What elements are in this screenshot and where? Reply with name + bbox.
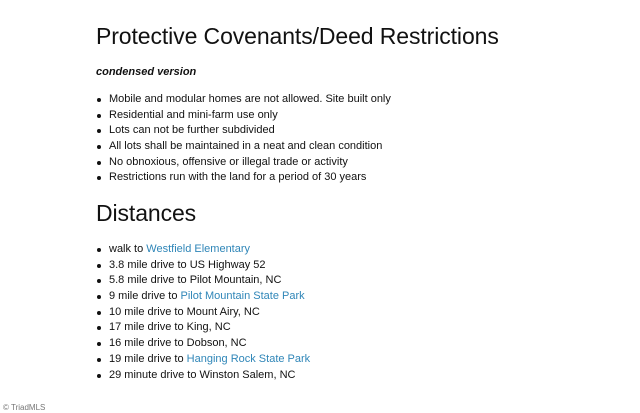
list-item: Restrictions run with the land for a period of 30 years [96, 170, 391, 186]
distance-text: 16 mile drive to Dobson, NC [109, 337, 247, 350]
distance-text: 19 mile drive to [109, 352, 187, 365]
distance-text: 10 mile drive to Mount Airy, NC [109, 305, 260, 318]
list-item [96, 368, 310, 384]
covenants-heading: Protective Covenants/Deed Restrictions [96, 23, 499, 49]
pilot-mountain-state-park-link[interactable]: Pilot Mountain State Park [180, 290, 305, 303]
list-item [96, 289, 310, 305]
distance-text: 9 mile drive to [109, 290, 181, 303]
distance-text: 5.8 mile drive to Pilot Mountain, NC [109, 274, 282, 287]
mls-watermark: © TriadMLS [3, 403, 46, 412]
distance-text: walk to [109, 243, 147, 255]
list-item: Residential and mini-farm use only [96, 108, 391, 124]
covenants-list [96, 92, 391, 186]
list-item [96, 320, 310, 336]
covenants-subtitle: condensed version [96, 66, 197, 78]
list-item: All lots shall be maintained in a neat and clean condition [96, 139, 391, 155]
westfield-elementary-link[interactable]: Westfield Elementary [146, 243, 251, 255]
distance-text: 3.8 mile drive to US Highway 52 [109, 258, 266, 271]
list-item [96, 242, 310, 258]
list-item [96, 352, 310, 368]
distance-text: 29 minute drive to Winston Salem, NC [109, 368, 296, 381]
distance-text: 17 mile drive to King, NC [109, 321, 231, 334]
list-item [96, 258, 310, 274]
hanging-rock-state-park-link[interactable]: Hanging Rock State Park [186, 352, 311, 365]
distances-list [96, 242, 310, 383]
list-item: Mobile and modular homes are not allowed. Site built only [96, 92, 391, 108]
distances-heading: Distances [96, 200, 197, 226]
list-item [96, 305, 310, 321]
list-item [96, 336, 310, 352]
list-item: Lots can not be further subdivided [96, 123, 391, 139]
list-item [96, 273, 310, 289]
list-item: No obnoxious, offensive or illegal trade or activity [96, 155, 391, 171]
